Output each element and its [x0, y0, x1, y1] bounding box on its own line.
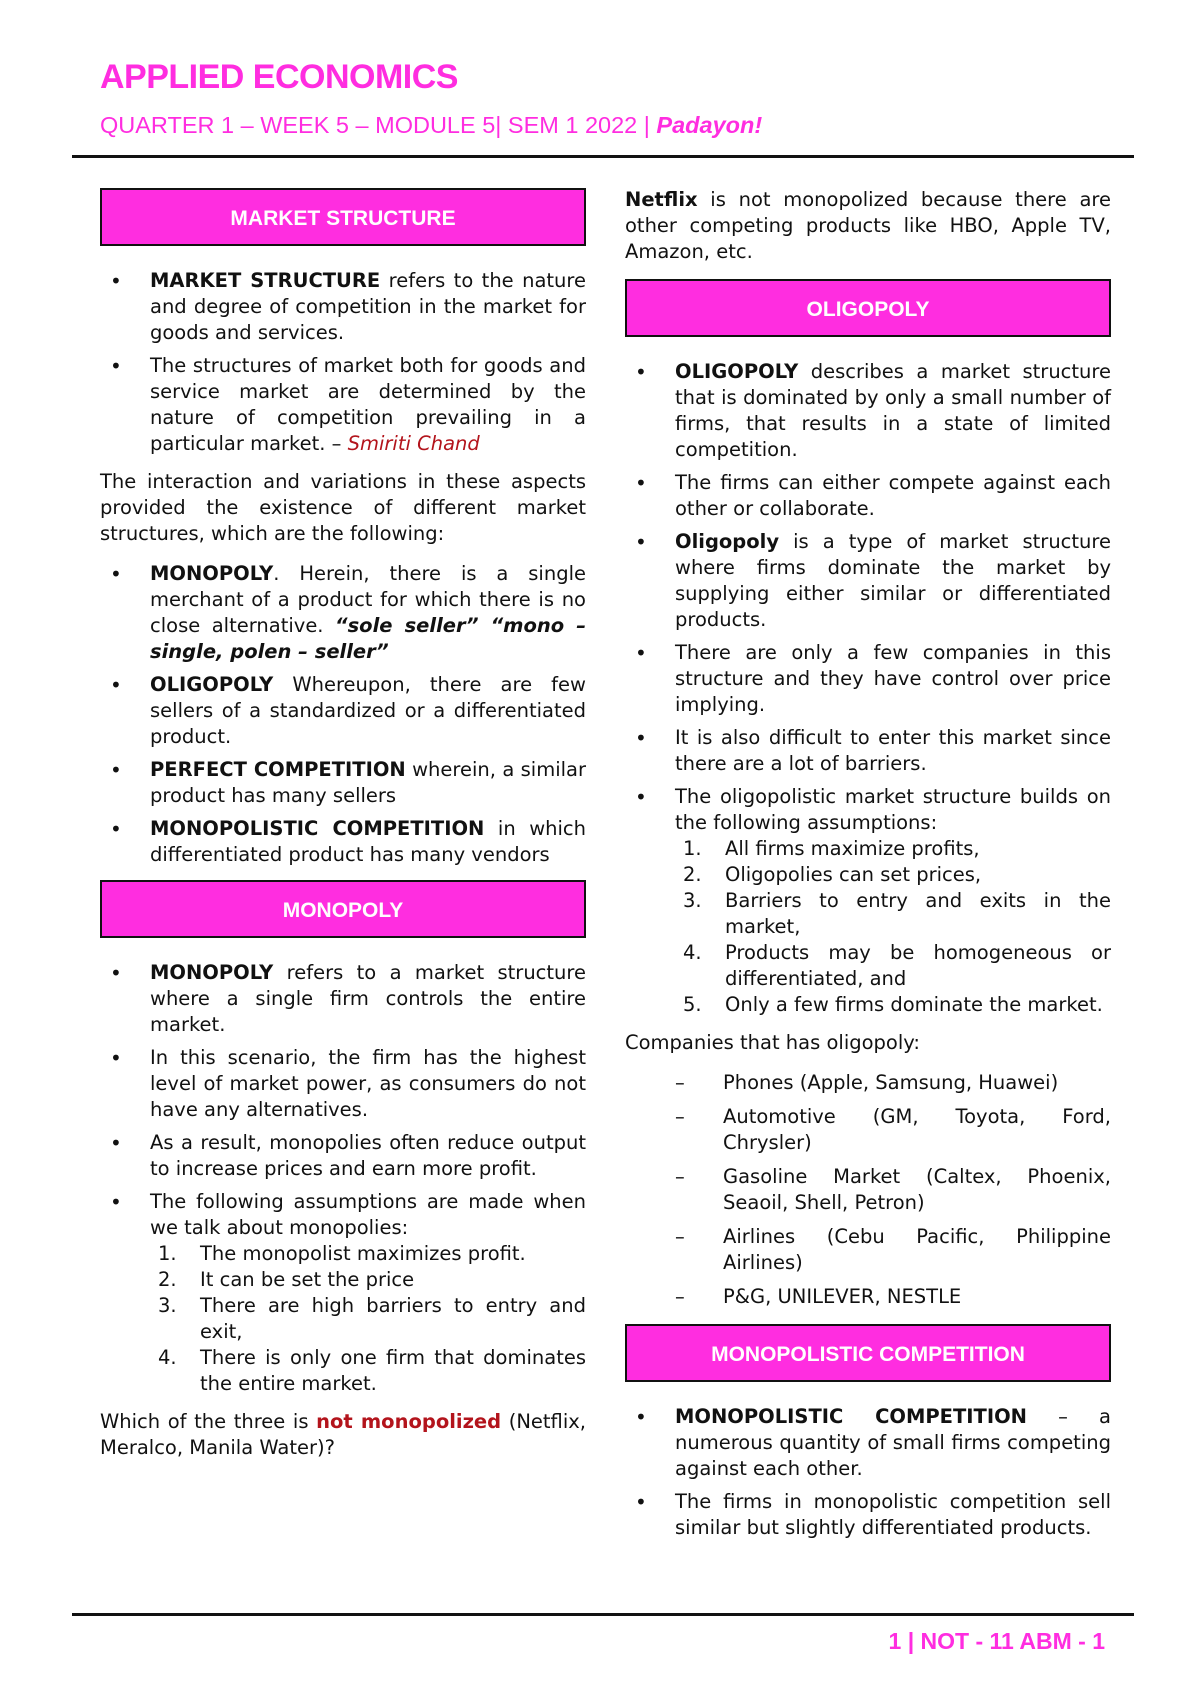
item-text: It is also difficult to enter this market since there are a lot of barriers.	[675, 726, 1111, 775]
monopoly-heading: MONOPOLY	[100, 880, 586, 938]
numbered-item: 5. Only a few firms dominate the market.	[683, 993, 1103, 1016]
intro-paragraph: The interaction and variations in these aspects provided the existence of different market structures, which are the following:	[100, 470, 586, 545]
subtitle-text: QUARTER 1 – WEEK 5 – MODULE 5| SEM 1 2022 |	[100, 112, 657, 138]
numbered-item: 1. All firms maximize profits,	[683, 837, 980, 860]
item-text: The firms in monopolistic competition sell similar but slightly differentiated products.	[675, 1490, 1111, 1539]
item-text: The following assumptions are made when we talk about monopolies:	[150, 1190, 586, 1239]
answer-term: Netflix	[625, 188, 698, 211]
term: Oligopoly	[675, 530, 780, 553]
list-item	[625, 725, 1111, 777]
oligopoly-heading: OLIGOPOLY	[625, 279, 1111, 337]
item-text: All firms maximize profits,	[725, 837, 980, 860]
term: MONOPOLY	[150, 961, 274, 984]
list-item	[100, 1130, 586, 1182]
term: OLIGOPOLY	[675, 360, 799, 383]
motto-text: Padayon!	[656, 112, 763, 138]
list-item: – Phones (Apple, Samsung, Huawei)	[625, 1070, 1111, 1096]
companies-list	[625, 1070, 1111, 1310]
list-item: – Gasoline Market (Caltex, Phoenix, Seaoil, Shell, Petron)	[625, 1164, 1111, 1216]
item-text: There are only a few companies in this structure and they have control over price implying.	[675, 641, 1111, 716]
left-column	[100, 185, 586, 1475]
list-item	[625, 359, 1111, 463]
numbered-item: 4. There is only one firm that dominates the entire market.	[158, 1346, 586, 1395]
item-text: in which differentiated product has many vendors	[150, 817, 586, 866]
list-item	[100, 353, 586, 457]
numbered-item: 2. It can be set the price	[158, 1268, 415, 1291]
numbered-item: 2. Oligopolies can set prices,	[683, 863, 982, 886]
market-structure-bullets	[100, 268, 586, 457]
item-text: Whereupon, there are few sellers of a standardized or a differentiated product.	[150, 673, 586, 748]
question-pre: Which of the three is	[100, 1410, 317, 1433]
item-text: The monopolist maximizes profit.	[200, 1242, 526, 1265]
item-text: Only a few firms dominate the market.	[725, 993, 1103, 1016]
item-text: There are high barriers to entry and exit,	[200, 1294, 586, 1343]
item-text: Oligopolies can set prices,	[725, 863, 982, 886]
term: MONOPOLISTIC COMPETITION	[675, 1405, 1027, 1428]
answer-text: is not monopolized because there are other competing products like HBO, Apple TV, Amazon, etc.	[625, 188, 1111, 263]
market-structure-heading: MARKET STRUCTURE	[100, 188, 586, 246]
market-types-list	[100, 561, 586, 868]
item-text: is a type of market structure where firms dominate the market by supplying either similar or differentiated products.	[675, 530, 1111, 631]
list-item	[100, 561, 586, 665]
term: MONOPOLY	[150, 562, 274, 585]
list-item	[625, 1404, 1111, 1482]
footer-rule	[72, 1613, 1134, 1616]
monopoly-assumptions	[150, 1241, 586, 1397]
header-rule	[72, 155, 1134, 158]
quote-text: “sole seller” “mono – single, polen – seller”	[150, 614, 587, 663]
term: MARKET STRUCTURE	[150, 269, 381, 292]
item-text: Barriers to entry and exits in the market,	[725, 889, 1111, 938]
companies-intro: Companies that has oligopoly:	[625, 1031, 920, 1054]
list-item: – Automotive (GM, Toyota, Ford, Chrysler)	[625, 1104, 1111, 1156]
monopoly-bullets	[100, 960, 586, 1397]
list-item	[625, 529, 1111, 633]
term: PERFECT COMPETITION	[150, 758, 406, 781]
numbered-item: 1. The monopolist maximizes profit.	[158, 1242, 526, 1265]
author-name: Smiriti Chand	[347, 432, 480, 455]
list-item: – P&G, UNILEVER, NESTLE	[625, 1284, 1111, 1310]
item-text: . Herein, there is a single merchant of a product for which there is no close alternative.	[150, 562, 586, 637]
list-item: – Airlines (Cebu Pacific, Philippine Airlines)	[625, 1224, 1111, 1276]
monopolistic-heading: MONOPOLISTIC COMPETITION	[625, 1324, 1111, 1382]
item-text: As a result, monopolies often reduce output to increase prices and earn more profit.	[150, 1131, 586, 1180]
answer-paragraph	[625, 187, 1111, 265]
question-post: (Netflix, Meralco, Manila Water)?	[100, 1410, 586, 1459]
item-text: It can be set the price	[200, 1268, 415, 1291]
item-text: Products may be homogeneous or differentiated, and	[725, 941, 1111, 990]
page-title: APPLIED ECONOMICS	[100, 58, 458, 96]
item-text: describes a market structure that is dominated by only a small number of firms, that results in a state of limited competition.	[675, 360, 1111, 461]
list-item	[100, 757, 586, 809]
oligopoly-assumptions	[675, 836, 1111, 1018]
list-item	[100, 960, 586, 1038]
list-item	[625, 470, 1111, 522]
list-item	[100, 672, 586, 750]
item-text: The structures of market both for goods and service market are determined by the nature of competition prevailing in a particular market. –	[150, 354, 586, 455]
term: MONOPOLISTIC COMPETITION	[150, 817, 485, 840]
numbered-item: 3. Barriers to entry and exits in the market,	[683, 889, 1111, 938]
question-highlight: not monopolized	[316, 1410, 502, 1433]
list-item	[625, 1489, 1111, 1541]
list-item	[100, 268, 586, 346]
term: OLIGOPOLY	[150, 673, 274, 696]
list-item	[625, 640, 1111, 718]
oligopoly-bullets	[625, 359, 1111, 1018]
list-item	[100, 1045, 586, 1123]
page-footer: 1 | NOT - 11 ABM - 1	[888, 1628, 1105, 1654]
item-text: The oligopolistic market structure builds on the following assumptions:	[675, 785, 1111, 834]
question-paragraph	[100, 1409, 586, 1461]
right-column	[625, 187, 1111, 1553]
numbered-item: 4. Products may be homogeneous or differentiated, and	[683, 941, 1111, 990]
item-text: wherein, a similar product has many sellers	[150, 758, 586, 807]
page-subtitle	[100, 112, 762, 139]
item-text: There is only one firm that dominates the entire market.	[200, 1346, 586, 1395]
item-text: The firms can either compete against each other or collaborate.	[675, 471, 1111, 520]
item-text: refers to the nature and degree of competition in the market for goods and services.	[150, 269, 586, 344]
item-text: refers to a market structure where a single firm controls the entire market.	[150, 961, 586, 1036]
list-item	[625, 784, 1111, 1018]
monopolistic-bullets	[625, 1404, 1111, 1541]
item-text: – a numerous quantity of small firms competing against each other.	[675, 1405, 1111, 1480]
numbered-item: 3. There are high barriers to entry and exit,	[158, 1294, 586, 1343]
item-text: In this scenario, the firm has the highest level of market power, as consumers do not have any alternatives.	[150, 1046, 586, 1121]
list-item	[100, 816, 586, 868]
list-item	[100, 1189, 586, 1397]
